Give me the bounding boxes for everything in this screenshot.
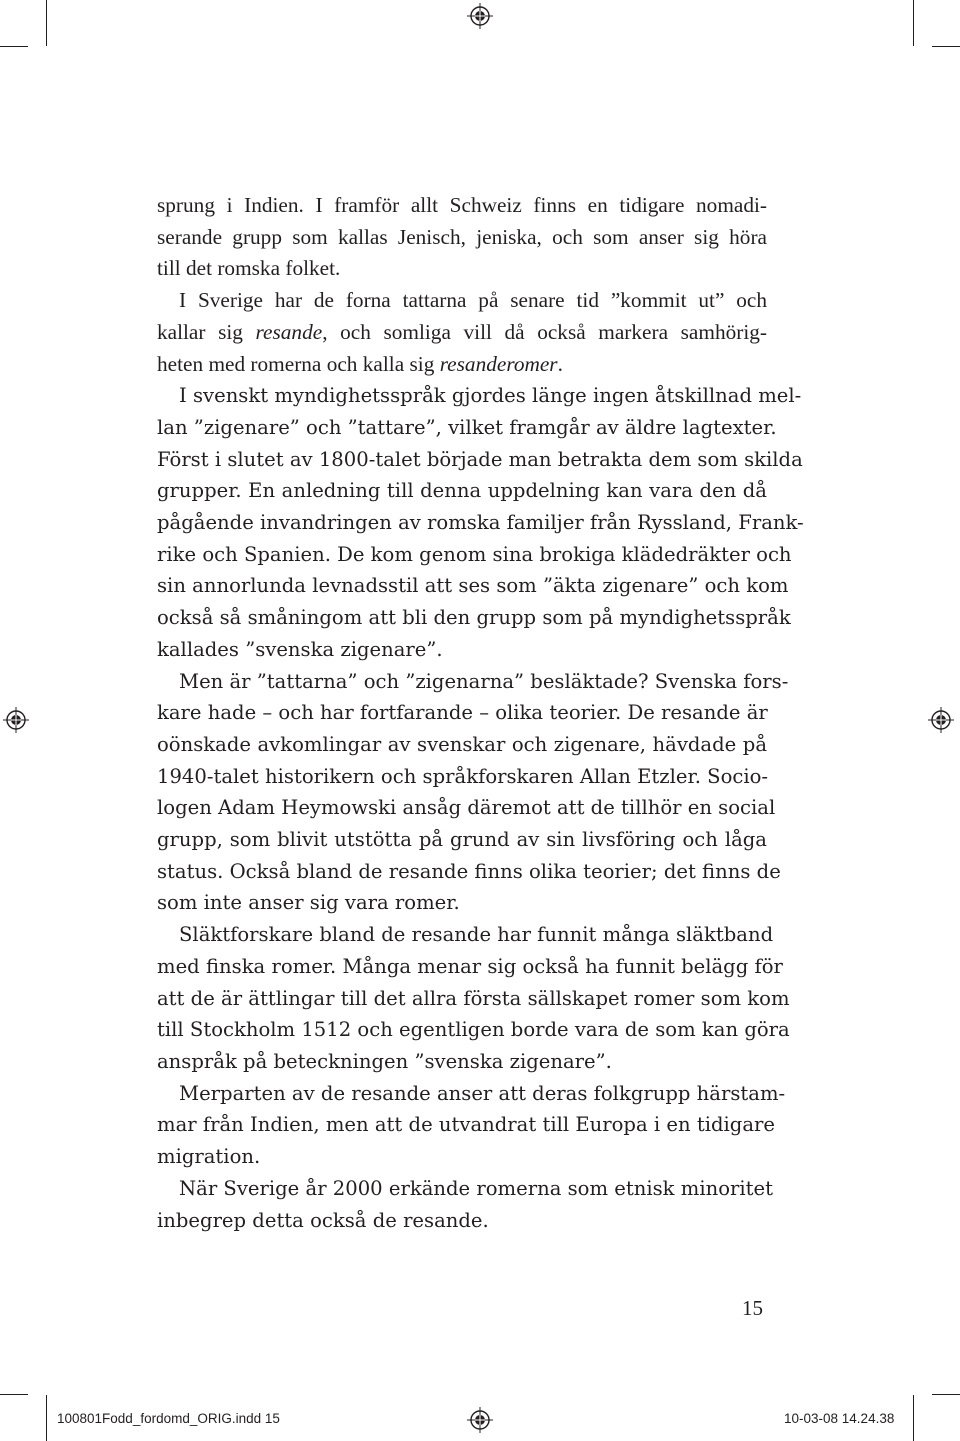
text-line: grupper. En anledning till denna uppdelning kan vara den då (157, 479, 767, 503)
text-line: kare hade – och har fortfarande – olika teorier. De resande är (157, 701, 768, 725)
text-line: 1940-talet historikern och språkforskaren Allan Etzler. Socio- (157, 764, 769, 788)
text-run: . (557, 351, 563, 376)
text-line: som inte anser sig vara romer. (157, 891, 460, 915)
paragraph (157, 285, 767, 380)
crop-mark-bottom-right-h (932, 1394, 960, 1395)
crop-mark-top-right-h (932, 46, 960, 47)
text-run: , och somliga vill då också markera samhörig- (322, 319, 767, 344)
registration-mark-icon (3, 707, 29, 733)
text-line: grupp, som blivit utstötta på grund av sin livsföring och låga (157, 828, 767, 852)
text-line: migration. (157, 1145, 261, 1169)
text-line: logen Adam Heymowski ansåg däremot att de tillhör en social (157, 796, 776, 820)
text-line: också så småningom att bli den grupp som på myndighetsspråk (157, 606, 791, 630)
paragraph (157, 919, 790, 1078)
italic-term: resanderomer (439, 351, 558, 376)
text-run: heten med romerna och kalla sig (157, 351, 440, 376)
body-text (157, 190, 804, 1236)
text-line: När Sverige år 2000 erkände romerna som etnisk minoritet (179, 1176, 774, 1200)
crop-mark-top-left-v (46, 0, 47, 46)
text-line: mar från Indien, men att de utvandrat till Europa i en tidigare (157, 1113, 775, 1137)
registration-mark-icon (928, 707, 954, 733)
text-line: status. Också bland de resande finns olika teorier; det finns de (157, 859, 781, 883)
text-line: oönskade avkomlingar av svenskar och zigenare, hävdade på (157, 732, 767, 756)
text-line: till det romska folket. (157, 256, 341, 281)
crop-mark-bottom-left-v (46, 1395, 47, 1441)
crop-mark-bottom-left-h (0, 1394, 28, 1395)
text-line: sin annorlunda levnadsstil att ses som ”äkta zigenare” och kom (157, 574, 789, 598)
paragraph (157, 190, 767, 285)
paragraph (157, 666, 789, 920)
text-line: serande grupp som kallas Jenisch, jeniska, och som anser sig höra (157, 224, 767, 249)
text-line: Merparten av de resande anser att deras folkgrupp härstam- (179, 1081, 786, 1105)
text-line: till Stockholm 1512 och egentligen borde vara de som kan göra (157, 1018, 790, 1042)
crop-mark-bottom-right-v (913, 1395, 914, 1441)
text-line: rike och Spanien. De kom genom sina brokiga klädedräkter och (157, 542, 792, 566)
registration-mark-icon (467, 3, 493, 29)
text-run: kallar sig (157, 319, 256, 344)
paragraph (157, 380, 804, 665)
text-line: pågående invandringen av romska familjer från Ryssland, Frank- (157, 511, 804, 535)
registration-mark-icon (467, 1407, 493, 1433)
text-line: anspråk på beteckningen ”svenska zigenare”. (157, 1049, 612, 1073)
text-line: Släktforskare bland de resande har funnit många släktband (179, 923, 774, 947)
text-line: inbegrep detta också de resande. (157, 1208, 489, 1232)
slug-timestamp: 10-03-08 14.24.38 (784, 1411, 895, 1426)
text-line: Först i slutet av 1800-talet började man betrakta dem som skilda (157, 447, 803, 471)
crop-mark-top-right-v (913, 0, 914, 46)
text-line: med finska romer. Många menar sig också ha funnit belägg för (157, 954, 783, 978)
text-line: sprung i Indien. I framför allt Schweiz finns en tidigare nomadi- (157, 193, 767, 217)
italic-term: resande (255, 319, 323, 344)
slug-filename: 100801Fodd_fordomd_ORIG.indd 15 (57, 1411, 280, 1426)
text-line (157, 317, 767, 349)
crop-mark-top-left-h (0, 46, 28, 47)
paragraph (157, 1173, 774, 1236)
page-number: 15 (742, 1296, 763, 1320)
text-line: kallades ”svenska zigenare”. (157, 637, 443, 661)
text-line: lan ”zigenare” och ”tattare”, vilket framgår av äldre lagtexter. (157, 415, 777, 439)
text-line: att de är ättlingar till det allra första sällskapet romer som kom (157, 986, 790, 1010)
text-line: I Sverige har de forna tattarna på senare tid ”kommit ut” och (179, 288, 767, 313)
text-line: I svenskt myndighetsspråk gjordes länge ingen åtskillnad mel- (179, 384, 802, 408)
text-line (157, 349, 767, 381)
text-line: Men är ”tattarna” och ”zigenarna” besläktade? Svenska fors- (179, 669, 789, 693)
paragraph (157, 1078, 786, 1173)
